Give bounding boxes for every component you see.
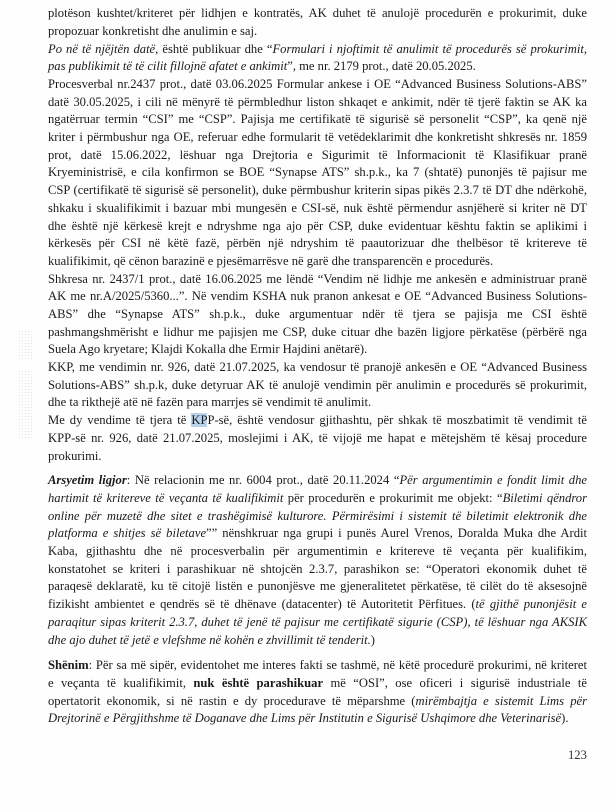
text-line bbox=[48, 218, 587, 236]
text-segment: : Për sa më sipër, evidentohet me interes fakti se tashmë, në këtë procedurë prokurimi, në kriteret bbox=[88, 658, 587, 672]
text-segment: dhe është një kërkesë krejt e ndryshme nga ajo për CSP, duke evidentuar kështu faktin se aplikimi i bbox=[48, 219, 587, 233]
text-line bbox=[48, 614, 587, 632]
text-segment: Kryeministrisë, e cila konfirmon se BOE “Synapse ATS” sh.p.k., ka 7 (shtatë) punonjës të pajisur me bbox=[48, 165, 587, 179]
text-segment: ngatërruar termin “CSI” me “CSP”. Pajisja me certifikatë të sigurisë së personelit “CSP”, ka qenë një bbox=[48, 112, 587, 126]
text-segment: Formulari i njoftimit të anulimit të procedurës së prokurimit, bbox=[272, 42, 587, 56]
text-segment: Procesverbal nr.2437 prot., datë 03.06.2025 Formular ankese i OE “Advanced Business Solutions-ABS” bbox=[48, 77, 587, 91]
text-segment: datë 30.05.2025, i cili në mënyrë të përmbledhur liston shkaqet e ankimit, ndër të tjerë faktin se AK ka bbox=[48, 95, 587, 109]
text-line bbox=[48, 235, 587, 253]
text-line bbox=[48, 58, 587, 76]
text-line bbox=[48, 578, 587, 596]
page-number: 123 bbox=[568, 748, 587, 762]
text-segment: ABS” dhe “Synapse ATS” sh.p.k., duke argumentuar ndër të tjera se pajisja me CSI është bbox=[48, 307, 587, 321]
text-line bbox=[48, 710, 587, 728]
text-segment: Arsyetim ligjor bbox=[48, 473, 127, 487]
text-segment: KKP, me vendimin nr. 926, datë 21.07.2025, ka vendosur të pranojë ankesën e OE “Advanced Business bbox=[48, 360, 587, 374]
text-line bbox=[48, 288, 587, 306]
text-segment: kualifikimit, që cënon barazinë e pjesëmarrësve në garë dhe transparencën e procedurës. bbox=[48, 254, 494, 268]
text-line bbox=[48, 472, 587, 490]
text-line bbox=[48, 76, 587, 94]
text-segment: propozuar konkretisht dhe anulimin e saj. bbox=[48, 24, 258, 38]
text-segment: Shkresa nr. 2437/1 prot., datë 16.06.2025 me lëndë “Vendim në lidhje me ankesën e administruar pranë bbox=[48, 272, 587, 286]
text-line bbox=[48, 164, 587, 182]
text-line bbox=[48, 271, 587, 289]
text-line bbox=[48, 508, 587, 526]
text-segment: pas publikimit të të cilit fillojnë afatet e ankimit bbox=[48, 59, 288, 73]
text-line bbox=[48, 341, 587, 359]
text-segment: Drejtorinë e Përgjithshme të Doganave dhe Lims për Institutin e Sigurisë Ushqimore dhe Veterinarisë bbox=[48, 711, 562, 725]
text-segment: CSP (certifikatë të sigurisë së personelit), duke përmbushur kriterin sipas pikës 2.3.7 të DT dhe ndërkohë, bbox=[48, 183, 587, 197]
text-segment: platforma e shitjes së biletave bbox=[48, 526, 207, 540]
text-segment: prokurimi. bbox=[48, 449, 102, 463]
text-line bbox=[48, 525, 587, 543]
text-segment: AK me nr.A/2025/5360...”. Në vendim KSHA nuk pranon ankesat e OE “Advanced Business Solutions- bbox=[48, 289, 587, 303]
text-line bbox=[48, 412, 587, 430]
text-line bbox=[48, 111, 587, 129]
text-segment: Po në të njëjtën datë bbox=[48, 42, 156, 56]
text-segment: më “OSI”, ose oficeri i sigurisë industriale të bbox=[323, 676, 587, 690]
text-segment: Solutions-ABS” sh.p.k, duke detyruar AK të anulojë vendimin për anulimin e procedurës së prokurimit, bbox=[48, 378, 587, 392]
text-segment: Suela Ago kryetare; Klajdi Kokalla dhe Ermir Hajdini anëtarë). bbox=[48, 342, 368, 356]
text-segment: shkaku i skualifikimit i bazuar mbi mungesën e CSI-së, nuk është përmendur asnjëherë si kriter në DT bbox=[48, 201, 587, 215]
text-line bbox=[48, 182, 587, 200]
text-line bbox=[48, 253, 587, 271]
text-line bbox=[48, 94, 587, 112]
text-segment: ) bbox=[370, 633, 375, 647]
scan-artifact bbox=[18, 370, 32, 440]
text-segment: , është publikuar dhe “ bbox=[155, 42, 273, 56]
text-segment: të gjithë punonjësit e bbox=[475, 597, 587, 611]
text-line bbox=[48, 200, 587, 218]
text-line bbox=[48, 41, 587, 59]
text-segment: P-së, është vendosur gjithashtu, për shkak të moszbatimit të vendimit të bbox=[207, 413, 587, 427]
text-segment: online për muzetë dhe sitet e trashëgimisë kulturore. Përmirësimi i sistemit të biletimit elektronik dhe bbox=[48, 509, 587, 523]
text-line bbox=[48, 5, 587, 23]
text-segment: dhe ajo duhet të jetë e vlefshme në kohën e zhvillimit të tenderit. bbox=[48, 633, 371, 647]
text-line bbox=[48, 306, 587, 324]
text-segment: paraqesë deklaratë, ku të citojë listën e punonjësve me gjeneralitetet përkatëse, të cilët do të aksesojnë bbox=[48, 579, 587, 593]
text-segment: nuk është parashikuar bbox=[193, 676, 324, 690]
text-segment: prot, datë 15.06.2022, lëshuar nga Drejtoria e Sigurimit të Informacionit të Klasifikuar pranë bbox=[48, 148, 587, 162]
text-line bbox=[48, 675, 587, 693]
text-line bbox=[48, 394, 587, 412]
text-segment: Shënim bbox=[48, 658, 89, 672]
text-line bbox=[48, 490, 587, 508]
text-segment: ”” nënshkruar nga grupi i punës Aurel Vrenos, Doralda Muka dhe Ardit bbox=[206, 526, 587, 540]
text-segment: plotëson kushtet/kriteret për lidhjen e kontratës, AK duhet të anulojë procedurën e prokurimit, duke bbox=[48, 6, 587, 20]
text-segment: e veçanta të kualifikimit, bbox=[48, 676, 194, 690]
text-segment: mirëmbajtja e sistemit Lims për bbox=[415, 694, 587, 708]
text-segment: pashmangshmërisht e lidhur me pajisjen me CSP, duke cituar dhe bazën ligjore përkatëse (përbërë nga bbox=[48, 325, 587, 339]
text-line bbox=[48, 448, 587, 466]
text-segment: opertatorit ekonomik, si në rastin e dy procedurave të mëparshme ( bbox=[48, 694, 416, 708]
text-segment: : Në relacionin me nr. 6004 prot., datë 20.11.2024 “ bbox=[126, 473, 400, 487]
text-segment: paraqitur sipas kriterit 2.3.7, duhet të jenë të pajisur me certifikatë sigurie (CSP), të lëshuar nga AKSIK bbox=[48, 615, 587, 629]
text-segment: hartimit të kritereve të veçanta të kualifikimit bbox=[48, 491, 284, 505]
text-line bbox=[48, 430, 587, 448]
text-line bbox=[48, 632, 587, 650]
text-line bbox=[48, 596, 587, 614]
text-segment: Biletimi qëndror bbox=[502, 491, 588, 505]
text-segment: Kaba, gjithashtu dhe në procesverbalin për argumentimin e kritereve të veçanta për kualifikim, bbox=[48, 544, 587, 558]
text-segment: ”, me nr. 2179 prot., datë 20.05.2025. bbox=[287, 59, 476, 73]
text-line bbox=[48, 129, 587, 147]
text-segment: fizikisht ambientet e qendrës së të dhënave (datacenter) të Autoritetit Përfitues. ( bbox=[48, 597, 476, 611]
text-segment: dhe ta rikthejë atë në fazën para marrjes së vendimit të anulimit. bbox=[48, 395, 372, 409]
text-segment: konstatohet se kriteri i parashikuar në shtojcën 2.3.7, parashikon se: “Operatori ekonomik duhet të bbox=[48, 562, 587, 576]
text-segment: kriter i përmbushur nga OE, referuar edhe formularit të vetëdeklarimit dhe konkretisht shkresës nr. 1859 bbox=[48, 130, 587, 144]
text-highlight: KP bbox=[191, 413, 208, 427]
text-line bbox=[48, 23, 587, 41]
text-segment: Me dy vendime të tjera të bbox=[48, 413, 192, 427]
text-line bbox=[48, 147, 587, 165]
text-line bbox=[48, 561, 587, 579]
text-segment: KPP-së nr. 926, datë 21.07.2025, moslejimi i AK, të vijojë me hapat e mëtejshëm të kësaj procedure bbox=[48, 431, 587, 445]
text-line bbox=[48, 657, 587, 675]
text-segment: Për argumentimin e fondit limit dhe bbox=[399, 473, 587, 487]
text-line bbox=[48, 543, 587, 561]
text-segment: ). bbox=[561, 711, 569, 725]
text-line bbox=[48, 324, 587, 342]
text-segment: kërkesës për CSI në këtë fazë, përbën një ndryshim të paautorizuar dhe thelbësor të kritereve të bbox=[48, 236, 587, 250]
text-segment: për procedurën e prokurimit me objekt: “ bbox=[283, 491, 503, 505]
scan-artifact bbox=[18, 330, 32, 360]
text-line bbox=[48, 359, 587, 377]
text-line bbox=[48, 693, 587, 711]
text-line bbox=[48, 377, 587, 395]
